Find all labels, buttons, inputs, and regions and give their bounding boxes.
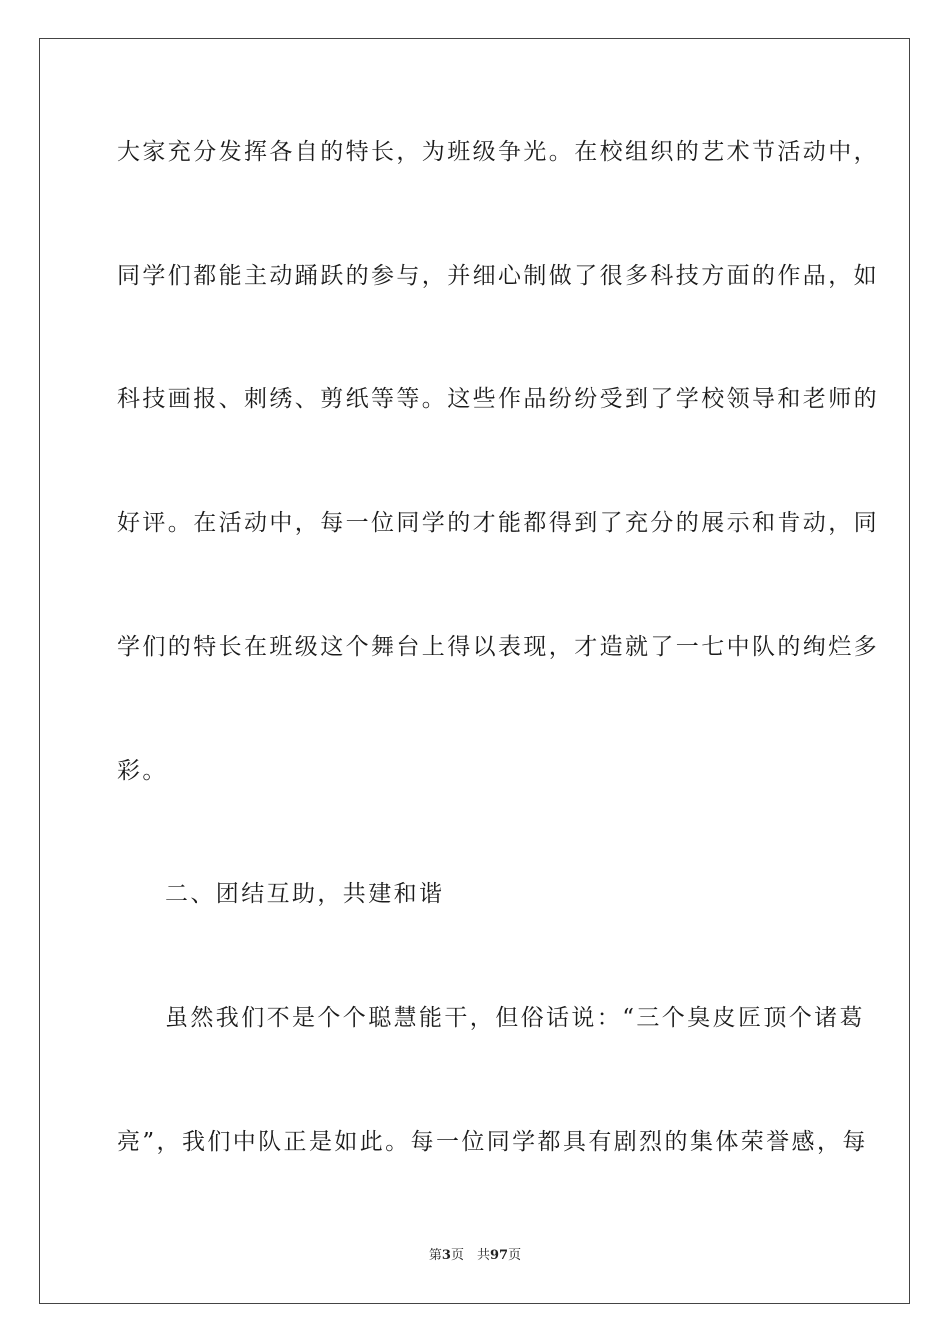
paragraph-2-line-1: 虽然我们不是个个聪慧能干，但俗话说：“三个臭皮匠顶个诸葛 bbox=[165, 1005, 865, 1031]
body-line-4: 好评。在活动中，每一位同学的才能都得到了充分的展示和肯动，同 bbox=[117, 510, 879, 536]
paragraph-2-line-2: 亮”，我们中队正是如此。每一位同学都具有剧烈的集体荣誉感，每 bbox=[117, 1129, 868, 1155]
body-line-3: 科技画报、刺绣、剪纸等等。这些作品纷纷受到了学校领导和老师的 bbox=[117, 386, 879, 412]
body-line-6: 彩。 bbox=[117, 758, 168, 784]
footer-prefix: 第 bbox=[428, 1248, 442, 1263]
footer-total-pages: 97 bbox=[489, 1248, 509, 1263]
page-footer bbox=[0, 1247, 950, 1265]
page-frame bbox=[39, 38, 910, 1304]
footer-page-number: 3 bbox=[441, 1248, 451, 1263]
footer-suffix: 页 bbox=[508, 1248, 522, 1263]
section-heading: 二、团结互助，共建和谐 bbox=[165, 881, 445, 907]
body-line-5: 学们的特长在班级这个舞台上得以表现，才造就了一七中队的绚烂多 bbox=[117, 634, 879, 660]
body-line-1: 大家充分发挥各自的特长，为班级争光。在校组织的艺术节活动中， bbox=[117, 139, 879, 165]
footer-mid: 页 共 bbox=[450, 1248, 490, 1263]
body-line-2: 同学们都能主动踊跃的参与，并细心制做了很多科技方面的作品，如 bbox=[117, 263, 879, 289]
